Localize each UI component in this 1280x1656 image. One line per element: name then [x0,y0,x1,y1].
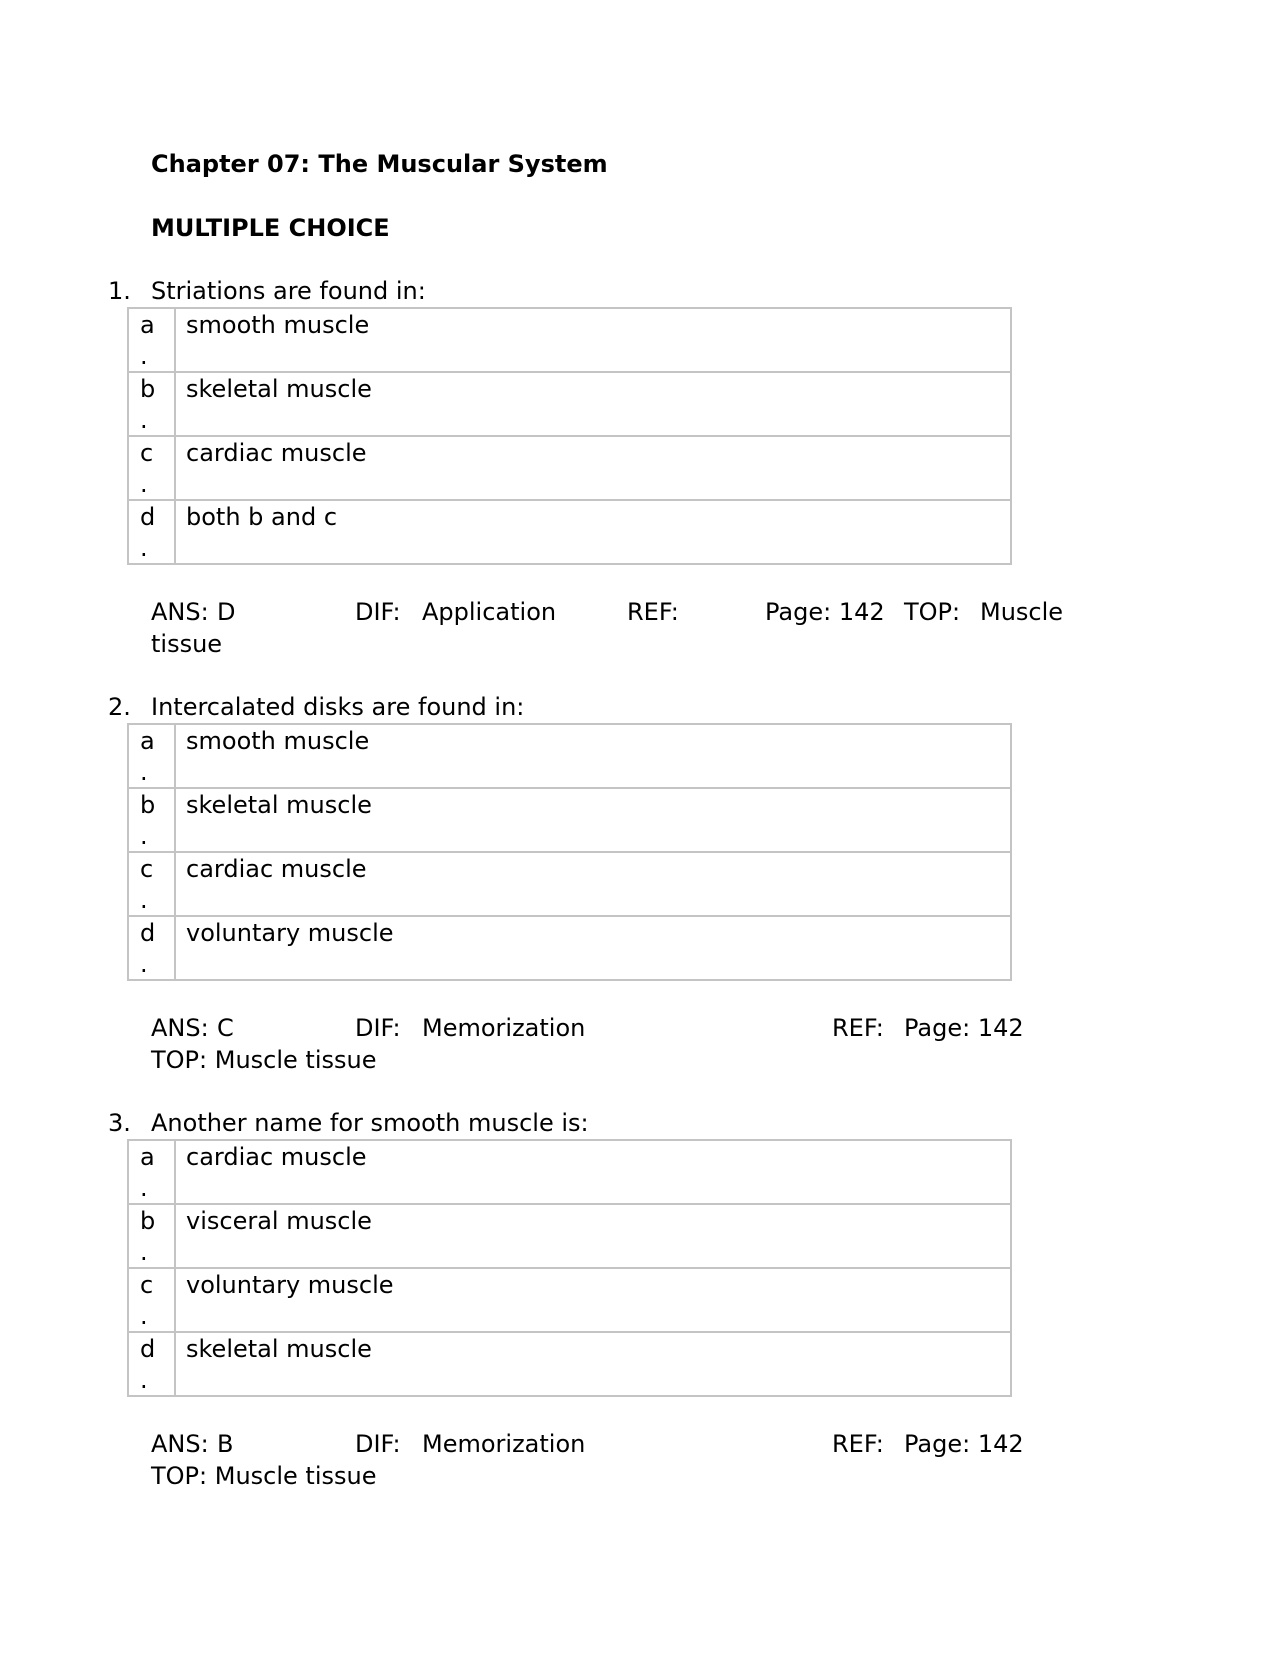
option-letter-char: a [140,727,155,755]
option-letter-char: d [140,503,156,531]
options-table [127,1139,1012,1397]
top-value: Muscle [980,598,1064,626]
dif-label: DIF: [355,1014,401,1042]
option-row [128,1268,1011,1332]
option-text: cardiac muscle [175,436,1011,500]
option-letter [128,1332,175,1396]
question-text: Striations are found in: [151,277,426,305]
question-text: Intercalated disks are found in: [151,693,525,721]
ref-label: REF: [832,1430,884,1458]
option-letter [128,436,175,500]
option-letter-dot: . [140,1366,148,1394]
option-letter-dot: . [140,470,148,498]
ans-label: ANS: [151,1014,209,1042]
top-line: TOP: Muscle tissue [151,1462,377,1490]
option-text: both b and c [175,500,1011,564]
option-letter-char: c [140,855,154,883]
option-letter [128,500,175,564]
ref-value: Page: 142 [904,1014,1024,1042]
option-letter [128,724,175,788]
option-letter-dot: . [140,406,148,434]
question-number: 3. [108,1109,131,1137]
option-letter [128,916,175,980]
ref-label: REF: [832,1014,884,1042]
top-line: TOP: Muscle tissue [151,1046,377,1074]
dif-value: Memorization [422,1430,586,1458]
option-text: cardiac muscle [175,852,1011,916]
option-letter-dot: . [140,758,148,786]
ans-value: C [217,1014,234,1042]
options-table [127,723,1012,981]
option-letter-char: d [140,1335,156,1363]
option-letter [128,1140,175,1204]
ans-value: D [217,598,236,626]
ref-value: Page: 142 [904,1430,1024,1458]
dif-label: DIF: [355,1430,401,1458]
option-letter-char: c [140,439,154,467]
ref-label: REF: [627,598,679,626]
option-letter-char: d [140,919,156,947]
dif-label: DIF: [355,598,401,626]
option-row [128,1204,1011,1268]
ans-label: ANS: [151,598,209,626]
option-row [128,724,1011,788]
option-letter-dot: . [140,1302,148,1330]
top-label: TOP: [904,598,961,626]
option-letter-dot: . [140,534,148,562]
chapter-title: Chapter 07: The Muscular System [151,150,608,178]
ans-label: ANS: [151,1430,209,1458]
option-text: smooth muscle [175,724,1011,788]
option-letter-char: b [140,375,156,403]
option-text: skeletal muscle [175,372,1011,436]
option-letter-dot: . [140,950,148,978]
option-letter [128,372,175,436]
option-row [128,916,1011,980]
option-row [128,308,1011,372]
option-letter-dot: . [140,886,148,914]
option-text: skeletal muscle [175,1332,1011,1396]
option-letter-char: b [140,1207,156,1235]
option-letter-char: c [140,1271,154,1299]
option-row [128,852,1011,916]
question-number: 1. [108,277,131,305]
option-text: voluntary muscle [175,1268,1011,1332]
dif-value: Memorization [422,1014,586,1042]
ans-value: B [217,1430,234,1458]
option-letter-char: b [140,791,156,819]
option-letter [128,1204,175,1268]
option-letter-dot: . [140,1174,148,1202]
section-title: MULTIPLE CHOICE [151,214,390,242]
option-text: cardiac muscle [175,1140,1011,1204]
option-row [128,788,1011,852]
option-letter-dot: . [140,342,148,370]
top-value-continued: tissue [151,630,223,658]
option-letter [128,308,175,372]
option-letter [128,852,175,916]
question-number: 2. [108,693,131,721]
option-row [128,372,1011,436]
option-row [128,1332,1011,1396]
option-text: skeletal muscle [175,788,1011,852]
option-letter-dot: . [140,822,148,850]
ref-value: Page: 142 [765,598,885,626]
option-letter [128,1268,175,1332]
option-row [128,436,1011,500]
option-row [128,1140,1011,1204]
option-letter [128,788,175,852]
option-text: voluntary muscle [175,916,1011,980]
option-letter-char: a [140,1143,155,1171]
options-table [127,307,1012,565]
dif-value: Application [422,598,557,626]
option-text: visceral muscle [175,1204,1011,1268]
option-row [128,500,1011,564]
option-text: smooth muscle [175,308,1011,372]
option-letter-dot: . [140,1238,148,1266]
option-letter-char: a [140,311,155,339]
question-text: Another name for smooth muscle is: [151,1109,589,1137]
